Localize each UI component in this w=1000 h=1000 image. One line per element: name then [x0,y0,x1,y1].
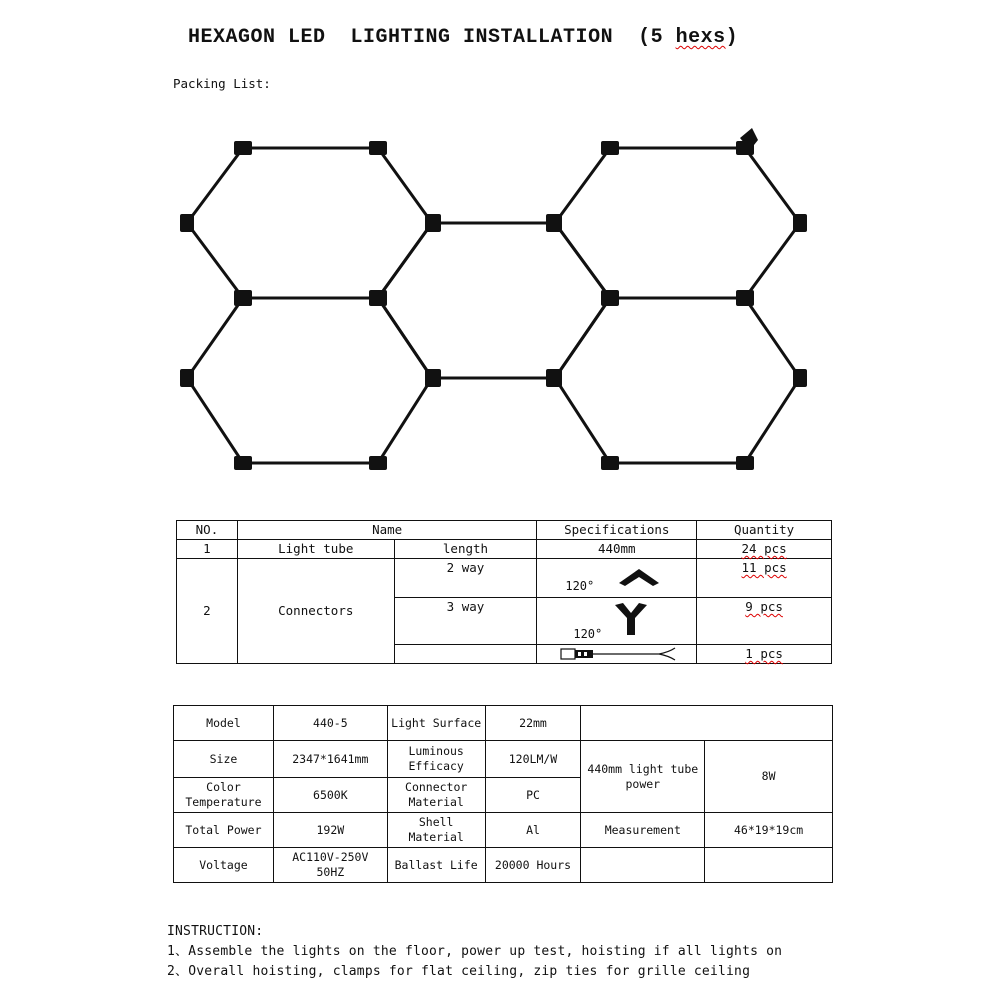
measurement-value: 46*19*19cm [705,813,833,848]
power-cable-icon [547,646,687,662]
instructions-section [167,922,782,982]
header-quantity: Quantity [697,521,832,540]
row1-qty: 24 pcs [697,540,832,559]
packing-list-label: Packing List: [173,76,271,91]
power-value: 192W [273,813,387,848]
efficacy-value: 120LM/W [485,741,581,778]
spec-row-power [174,813,833,848]
row2-sub-cable [394,645,537,664]
power-label: Total Power [174,813,274,848]
header-no: NO. [177,521,238,540]
packing-list-table [176,520,832,664]
row2-sub-2way: 2 way [394,559,537,598]
model-label: Model [174,706,274,741]
shell-label: Shell Material [387,813,485,848]
spec-row-model [174,706,833,741]
document-title [188,26,738,49]
row2-sub-3way: 3 way [394,598,537,645]
header-name: Name [237,521,536,540]
size-value: 2347*1641mm [273,741,387,778]
spec-row-voltage [174,848,833,883]
row2-qty-cable: 1 pcs [697,645,832,664]
measurement-label: Measurement [581,813,705,848]
hexagon-layout-diagram [170,120,830,490]
row1-spec: 440mm [537,540,697,559]
color-label: Color Temperature [174,778,274,813]
tube-power-value: 8W [705,741,833,813]
ballast-value: 20000 Hours [485,848,581,883]
packing-header-row [177,521,832,540]
connector-label: Connector Material [387,778,485,813]
angle-3way: 120° [573,627,603,641]
spec-row-size [174,741,833,778]
surface-label: Light Surface [387,706,485,741]
three-way-connector-icon [613,601,649,637]
title-main: HEXAGON LED LIGHTING INSTALLATION (5 [188,26,676,49]
tube-power-label: 440mm light tube power [581,741,705,813]
row2-spec-3way [537,598,697,645]
shell-value: Al [485,813,581,848]
empty-cell-bottom-a [581,848,705,883]
row1-name: Light tube [237,540,394,559]
row2-spec-2way [537,559,697,598]
instructions-heading: INSTRUCTION: [167,924,264,939]
two-way-connector-icon [617,565,661,587]
row1-sub: length [394,540,537,559]
instruction-step-1: 1、Assemble the lights on the floor, power up test, hoisting if all lights on [167,944,783,959]
title-end: ) [725,26,739,49]
voltage-label: Voltage [174,848,274,883]
ballast-label: Ballast Life [387,848,485,883]
title-hexs: hexs [675,26,726,49]
angle-2way: 120° [565,579,595,593]
row2-spec-cable [537,645,697,664]
efficacy-label: Luminous Efficacy [387,741,485,778]
row1-no: 1 [177,540,238,559]
empty-cell-bottom-b [705,848,833,883]
row2-qty-3way: 9 pcs [697,598,832,645]
header-specifications: Specifications [537,521,697,540]
row2-no: 2 [177,559,238,664]
instruction-step-2: 2、Overall hoisting, clamps for flat ceiling, zip ties for grille ceiling [167,964,751,979]
model-value: 440-5 [273,706,387,741]
row2-qty-2way: 11 pcs [697,559,832,598]
connector-value: PC [485,778,581,813]
voltage-value: AC110V-250V 50HZ [273,848,387,883]
empty-cell-top [581,706,833,741]
packing-row-connectors-2way [177,559,832,598]
packing-row-light-tube [177,540,832,559]
row2-name: Connectors [237,559,394,664]
surface-value: 22mm [485,706,581,741]
specifications-table [173,705,833,883]
color-value: 6500K [273,778,387,813]
size-label: Size [174,741,274,778]
